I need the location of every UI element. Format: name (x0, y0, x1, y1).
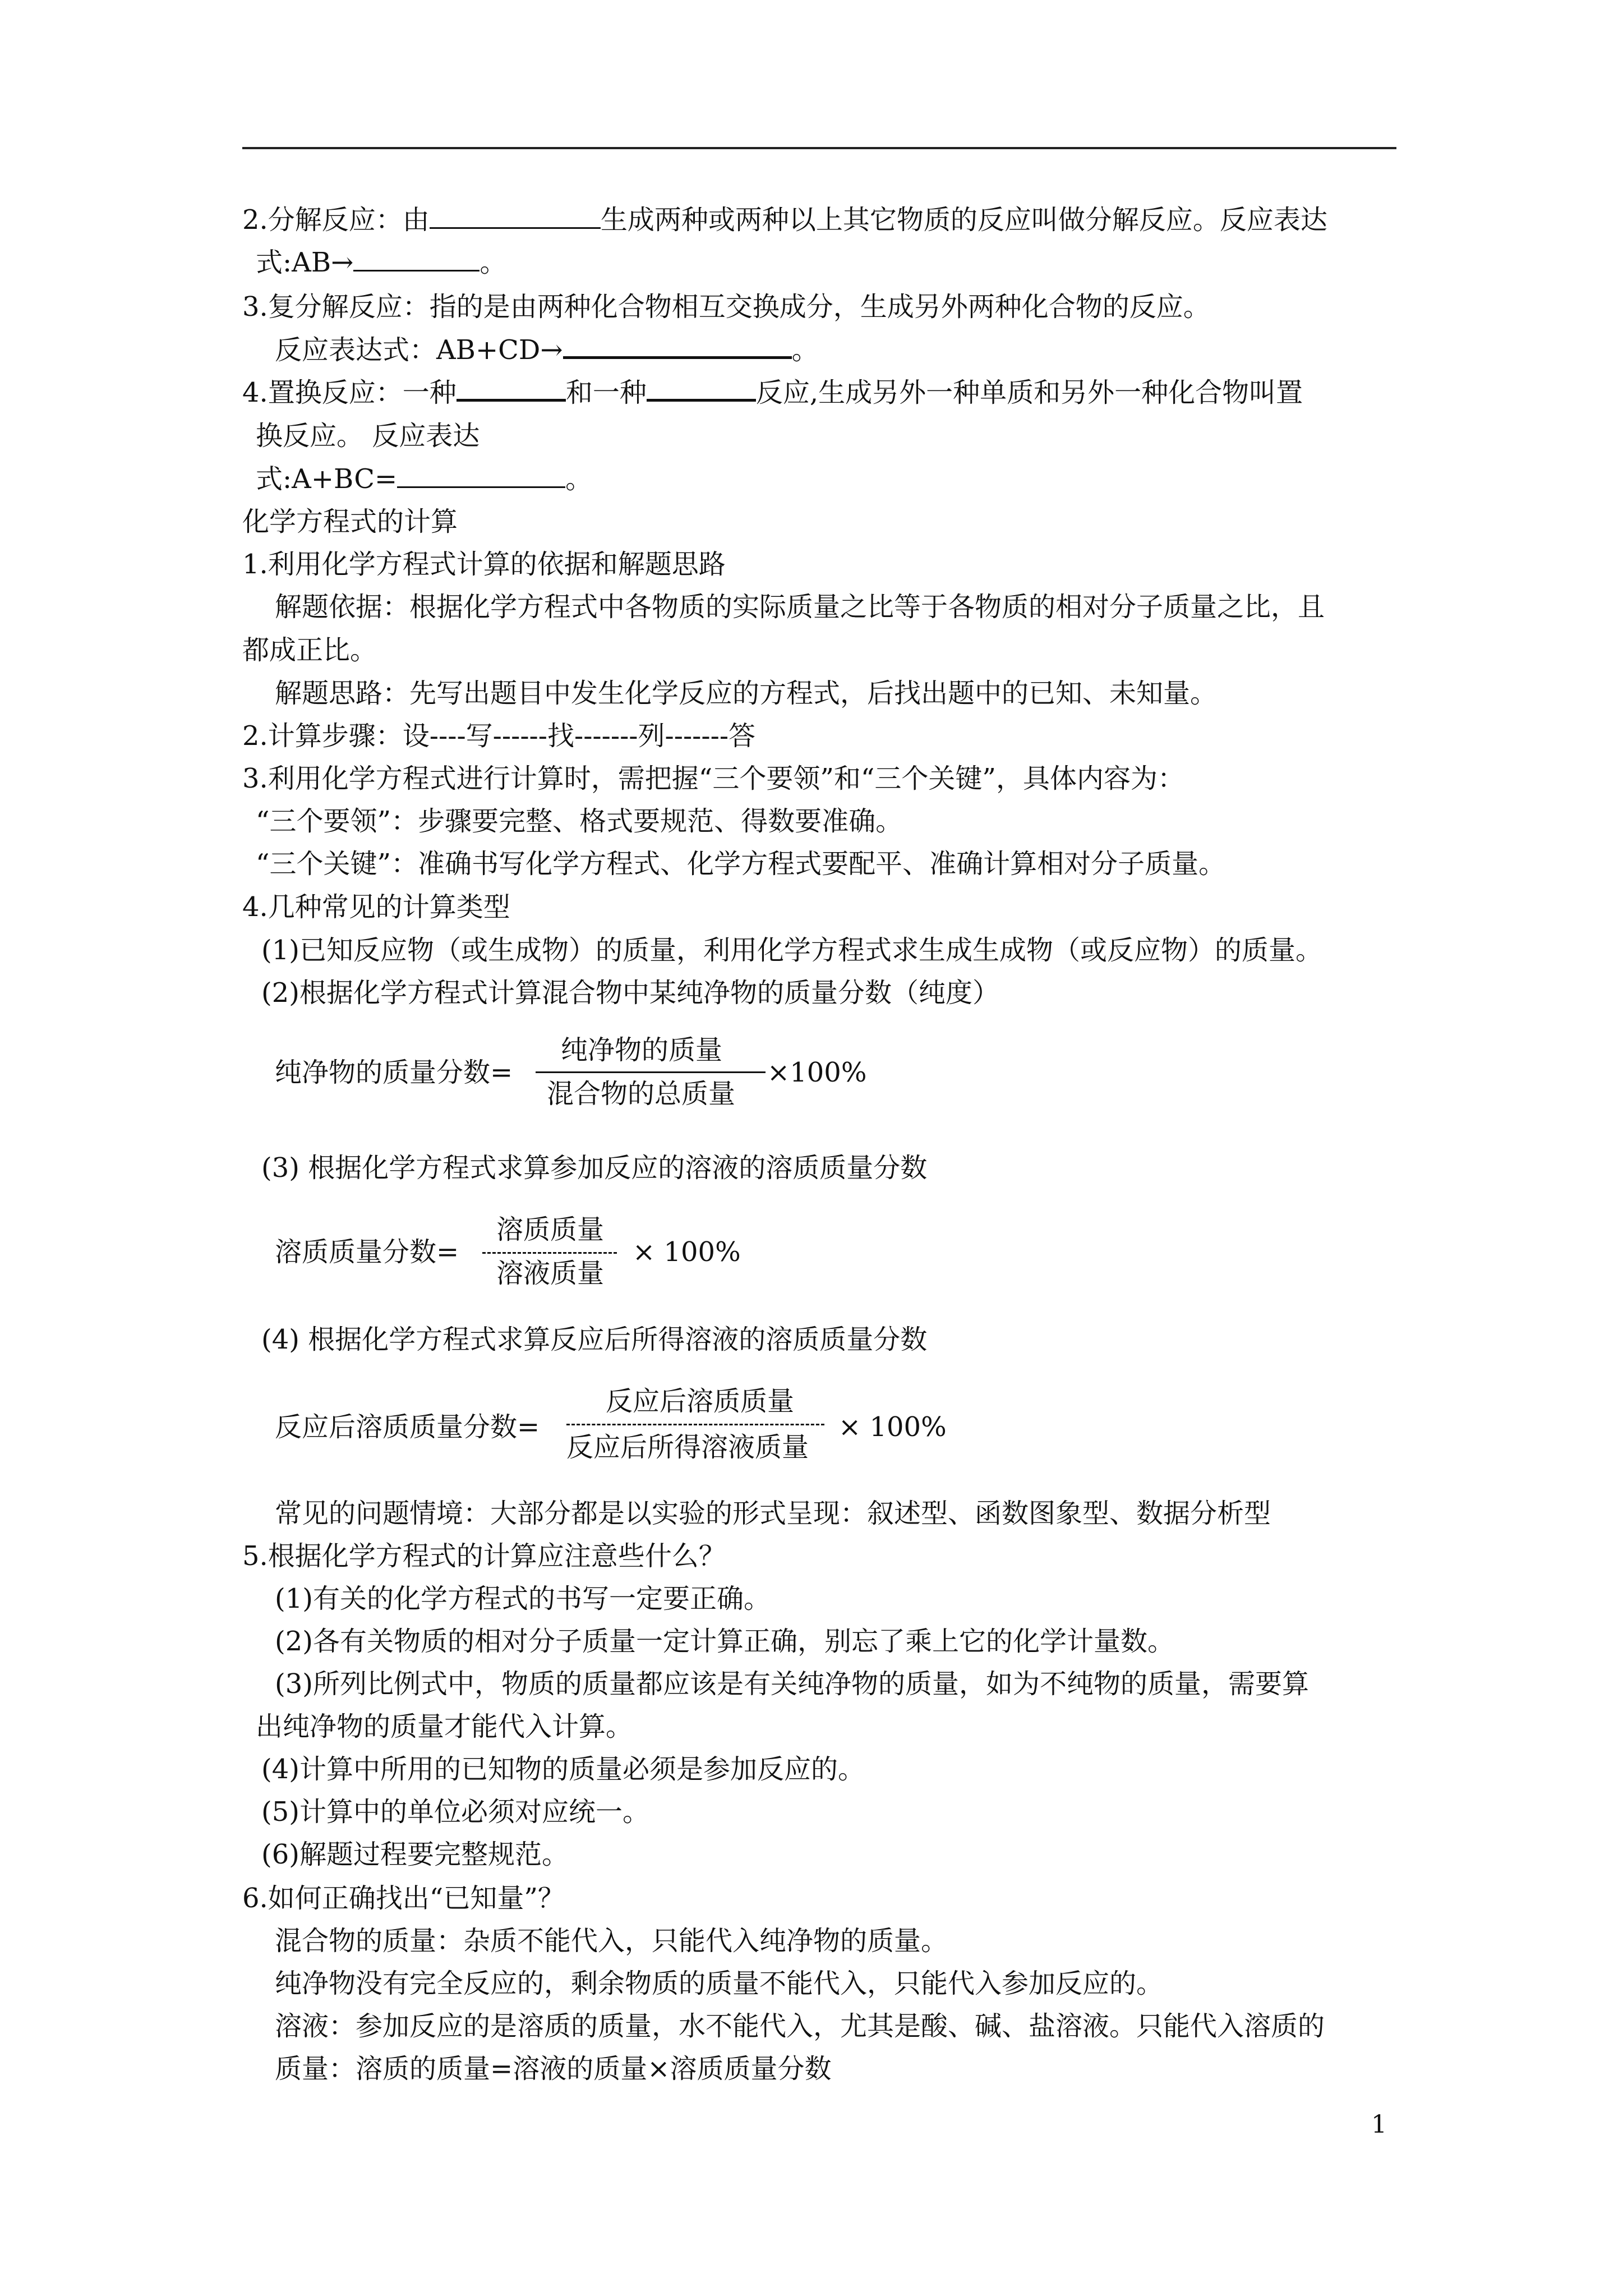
line-text: 出纯净物的质量才能代入计算。 (256, 1711, 633, 1742)
formula-numerator: 反应后溶质质量 (606, 1386, 795, 1417)
text-line (256, 461, 592, 497)
line-text: 生成两种或两种以上其它物质的反应叫做分解反应。反应表达 (600, 204, 1327, 236)
line-text: 5.根据化学方程式的计算应注意些什么？ (242, 1540, 726, 1572)
line-text: (4)计算中所用的已知物的质量必须是参加反应的。 (261, 1754, 865, 1785)
formula-after-numerator (606, 1383, 794, 1419)
formula-tail: × 100% (633, 1236, 741, 1268)
text-line (261, 1837, 569, 1872)
line-text: 和一种 (565, 377, 647, 408)
line-text: 1.利用化学方程式计算的依据和解题思路 (242, 549, 726, 580)
formula-label: 纯净物的质量分数= (275, 1057, 513, 1088)
formula-solute-label (275, 1234, 459, 1270)
text-line (275, 2051, 831, 2087)
line-text: 2.分解反应：由 (242, 204, 430, 236)
fraction-bar (482, 1252, 617, 1254)
text-line (275, 1581, 771, 1617)
line-text: 换反应。 反应表达 (256, 420, 480, 452)
text-line (261, 1322, 927, 1358)
text-line (261, 1751, 865, 1787)
fill-blank (457, 375, 566, 402)
line-text: 式:AB→ (256, 247, 354, 278)
formula-label: 反应后溶质质量分数= (275, 1411, 540, 1443)
line-text: “三个要领”：步骤要完整、格式要规范、得数要准确。 (256, 806, 903, 837)
line-text: (6)解题过程要完整规范。 (261, 1839, 569, 1870)
line-text: 化学方程式的计算 (242, 506, 458, 537)
text-line (261, 1794, 649, 1830)
text-line (275, 1496, 1271, 1531)
line-text: 4.几种常见的计算类型 (242, 891, 510, 923)
line-text: (5)计算中的单位必须对应统一。 (261, 1796, 649, 1828)
text-line (242, 289, 1210, 325)
formula-denominator: 溶液质量 (496, 1258, 605, 1289)
line-text: 2.计算步骤：设----写------找-------列-------答 (242, 720, 756, 752)
fill-blank (563, 333, 792, 359)
text-line (275, 2008, 1325, 2044)
text-line (256, 846, 1225, 882)
line-text: 。 (791, 334, 819, 366)
line-text: 都成正比。 (242, 634, 377, 666)
formula-purity-denominator (547, 1076, 735, 1112)
formula-tail: × 100% (838, 1411, 947, 1443)
line-text: 溶液：参加反应的是溶质的质量，水不能代入，尤其是酸、碱、盐溶液。只能代入溶质的 (275, 2010, 1325, 2042)
line-text: 反应,生成另外一种单质和另外一种化合物叫置 (755, 377, 1303, 408)
formula-after-denominator (566, 1429, 809, 1465)
page-number: 1 (1371, 2110, 1387, 2139)
line-text: 4.置换反应：一种 (242, 377, 457, 408)
line-text: (3) 根据化学方程式求算参加反应的溶液的溶质质量分数 (261, 1152, 928, 1184)
text-line (242, 202, 1327, 238)
text-line (275, 1923, 948, 1959)
formula-purity-tail (767, 1055, 866, 1091)
formula-purity-label (275, 1055, 513, 1091)
line-text: (2)根据化学方程式计算混合物中某纯净物的质量分数（纯度） (261, 977, 999, 1009)
line-text: 。 (479, 247, 507, 278)
line-text: (3)所列比例式中，物质的质量都应该是有关纯净物的质量，如为不纯物的质量，需要算 (275, 1668, 1309, 1700)
line-text: “三个关键”：准确书写化学方程式、化学方程式要配平、准确计算相对分子质量。 (256, 848, 1226, 880)
line-text: (1)已知反应物（或生成物）的质量，利用化学方程式求生成生成物（或反应物）的质量。 (261, 935, 1322, 966)
line-text: 式:A+BC= (256, 463, 398, 495)
text-line (275, 675, 1217, 711)
line-text: 解题依据：根据化学方程式中各物质的实际质量之比等于各物质的相对分子质量之比，且 (275, 591, 1325, 623)
formula-label: 溶质质量分数= (275, 1236, 459, 1268)
formula-purity-numerator (561, 1032, 722, 1068)
text-line (242, 546, 726, 582)
line-text: 3.复分解反应：指的是由两种化合物相互交换成分，生成另外两种化合物的反应。 (242, 291, 1210, 323)
fill-blank (353, 246, 479, 272)
text-line (242, 761, 1184, 797)
fraction-bar (536, 1071, 766, 1073)
text-line (275, 1966, 1163, 2001)
line-text: 纯净物没有完全反应的，剩余物质的质量不能代入，只能代入参加反应的。 (275, 1968, 1164, 1999)
text-line (256, 245, 506, 280)
fill-blank (647, 375, 756, 402)
formula-denominator: 反应后所得溶液质量 (566, 1432, 809, 1463)
text-line (261, 975, 999, 1011)
fill-blank (397, 463, 565, 488)
line-text: 质量：溶质的质量=溶液的质量×溶质质量分数 (275, 2053, 832, 2085)
formula-after-label (275, 1409, 540, 1445)
section-heading (242, 504, 458, 540)
formula-numerator: 纯净物的质量 (561, 1034, 723, 1066)
formula-after-tail (838, 1409, 947, 1445)
fill-blank (430, 204, 601, 229)
line-text: 反应表达式：AB+CD→ (275, 334, 563, 366)
line-text: (4) 根据化学方程式求算反应后所得溶液的溶质质量分数 (261, 1324, 928, 1355)
line-text: 常见的问题情境：大部分都是以实验的形式呈现：叙述型、函数图象型、数据分析型 (275, 1498, 1271, 1529)
text-line (256, 1709, 633, 1745)
text-line (242, 718, 755, 754)
text-line (256, 418, 479, 454)
line-text: 。 (565, 463, 593, 495)
text-line (275, 1623, 1174, 1659)
text-line (261, 932, 1322, 968)
fraction-bar (566, 1424, 824, 1425)
line-text: 6.如何正确找出“已知量”？ (242, 1883, 565, 1914)
formula-denominator: 混合物的总质量 (547, 1078, 736, 1110)
line-text: 3.利用化学方程式进行计算时，需把握“三个要领”和“三个关键”，具体内容为： (242, 763, 1184, 794)
line-text: (1)有关的化学方程式的书写一定要正确。 (275, 1583, 771, 1614)
formula-solute-numerator (496, 1212, 604, 1248)
text-line (242, 375, 1303, 411)
text-line (275, 589, 1325, 625)
text-line (261, 1150, 927, 1186)
text-line (275, 332, 819, 368)
text-line (242, 1538, 726, 1574)
text-line (275, 1666, 1309, 1702)
text-line (256, 803, 902, 839)
text-line (242, 889, 510, 925)
line-text: 解题思路：先写出题目中发生化学反应的方程式，后找出题中的已知、未知量。 (275, 678, 1218, 709)
text-line (242, 632, 377, 668)
line-text: (2)各有关物质的相对分子质量一定计算正确，别忘了乘上它的化学计量数。 (275, 1626, 1174, 1657)
text-line (242, 1880, 565, 1916)
formula-solute-tail (633, 1234, 741, 1270)
formula-solute-denominator (496, 1255, 604, 1291)
header-rule (242, 147, 1396, 149)
line-text: 混合物的质量：杂质不能代入，只能代入纯净物的质量。 (275, 1925, 948, 1957)
formula-numerator: 溶质质量 (496, 1214, 605, 1245)
formula-tail: ×100% (767, 1057, 867, 1088)
